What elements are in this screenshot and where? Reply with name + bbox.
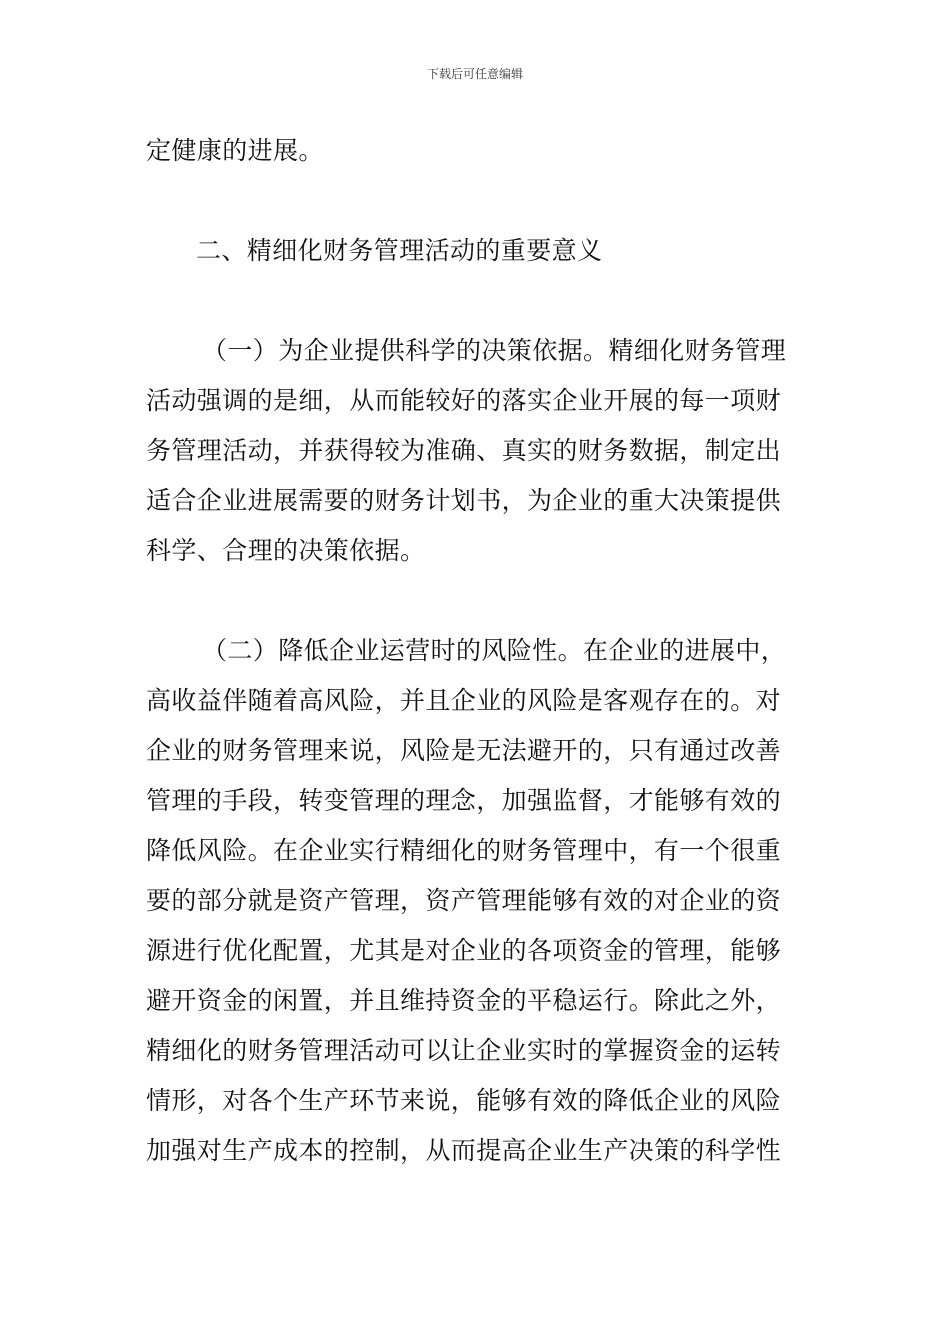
paragraph-risk-reduction	[146, 626, 810, 1176]
paragraph-line: （二）降低企业运营时的风险性。在企业的进展中，	[202, 636, 787, 665]
section-heading: 二、精细化财务管理活动的重要意义	[196, 236, 603, 265]
paragraph-line: 高收益伴随着高风险，并且企业的风险是客观存在的。对	[146, 686, 782, 715]
paragraph-gap	[146, 276, 810, 326]
paragraph-line: 管理的手段，转变管理的理念，加强监督，才能够有效的	[146, 786, 782, 815]
paragraph-gap	[146, 576, 810, 626]
paragraph-line: 活动强调的是细，从而能较好的落实企业开展的每一项财	[146, 386, 782, 415]
page-header: 下载后可任意编辑	[426, 67, 523, 81]
paragraph-line: 源进行优化配置，尤其是对企业的各项资金的管理，能够	[146, 936, 782, 965]
paragraph-line: 务管理活动，并获得较为准确、真实的财务数据，制定出	[146, 436, 782, 465]
paragraph-line: 降低风险。在企业实行精细化的财务管理中，有一个很重	[146, 836, 782, 865]
paragraph-line: 适合企业进展需要的财务计划书，为企业的重大决策提供	[146, 486, 782, 515]
paragraph-line: 企业的财务管理来说，风险是无法避开的，只有通过改善	[146, 736, 782, 765]
paragraph-line: 精细化的财务管理活动可以让企业实时的掌握资金的运转	[146, 1036, 782, 1065]
paragraph-line: 加强对生产成本的控制，从而提高企业生产决策的科学性	[146, 1136, 782, 1165]
paragraph-line: 科学、合理的决策依据。	[146, 536, 426, 565]
paragraph-line: 避开资金的闲置，并且维持资金的平稳运行。除此之外，	[146, 986, 782, 1015]
paragraph-line: 要的部分就是资产管理，资产管理能够有效的对企业的资	[146, 886, 782, 915]
paragraph-continuation: 定健康的进展。	[146, 136, 324, 165]
paragraph-line: 情形，对各个生产环节来说，能够有效的降低企业的风险	[146, 1086, 782, 1115]
paragraph-line: （一）为企业提供科学的决策依据。精细化财务管理	[202, 336, 787, 365]
paragraph-gap	[146, 176, 810, 226]
paragraph-decision-basis	[146, 326, 810, 576]
document-body	[146, 126, 810, 1176]
